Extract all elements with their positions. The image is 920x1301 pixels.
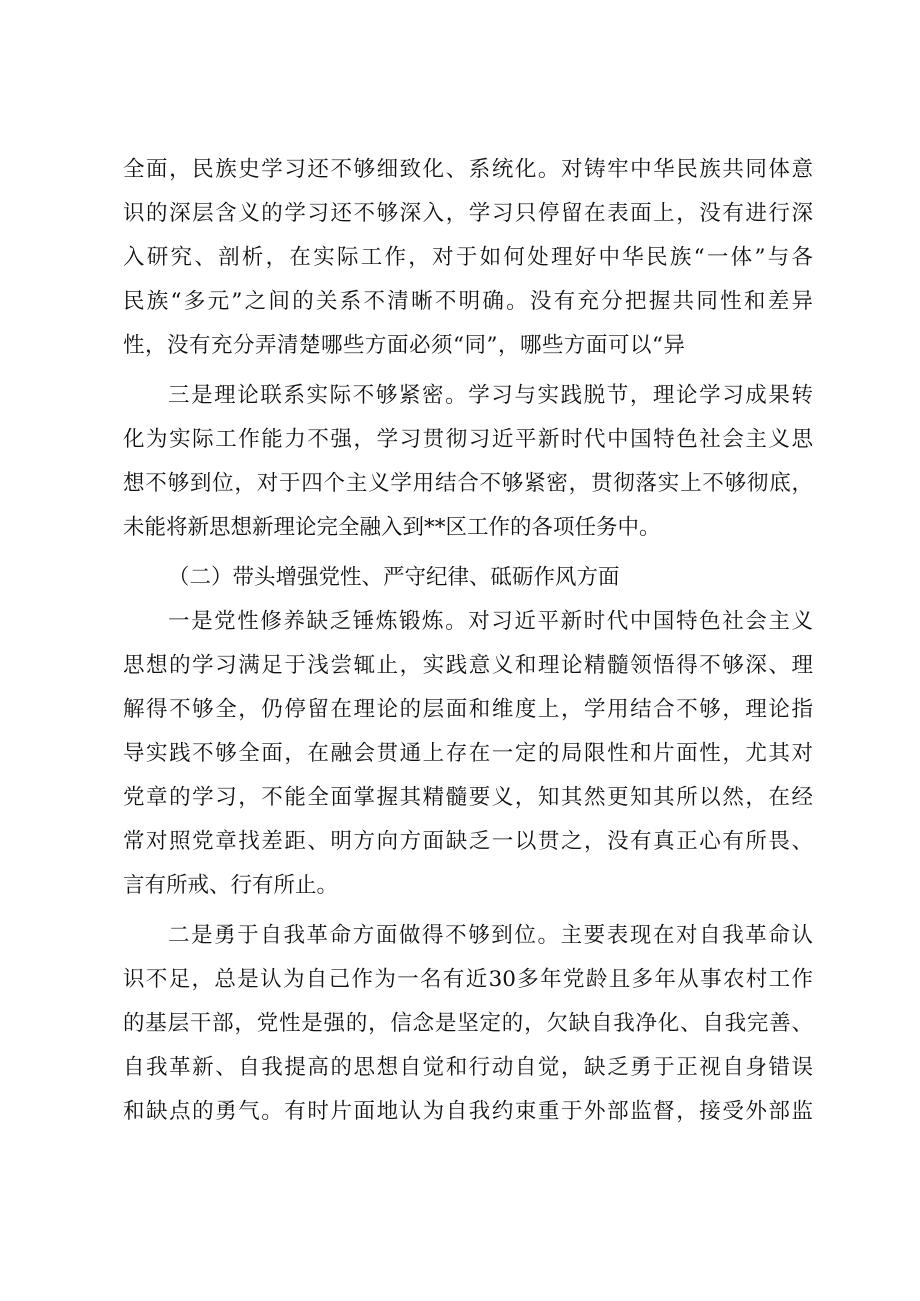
section-heading-text: （二）带头增强党性、严守纪律、砥砺作风方面 xyxy=(168,565,620,590)
text-line: 思想的学习满足于浅尝辄止，实践意义和理论精髓领悟得不够深、理 xyxy=(123,653,813,678)
text-line: 的基层干部，党性是强的，信念是坚定的，欠缺自我净化、自我完善、 xyxy=(123,1011,813,1036)
paragraph-theory-practice xyxy=(123,374,813,550)
text-line: 一是党性修养缺乏锤炼锻炼。对习近平新时代中国特色社会主义 xyxy=(168,609,813,634)
paragraph-continued xyxy=(123,148,813,368)
paragraph-self-revolution xyxy=(123,914,813,1134)
text-line: 入研究、剖析，在实际工作，对于如何处理好中华民族“一体”与各 xyxy=(123,245,813,270)
text-line: 全面，民族史学习还不够细致化、系统化。对铸牢中华民族共同体意 xyxy=(123,157,813,182)
text-line: 解得不够全，仍停留在理论的层面和维度上，学用结合不够，理论指 xyxy=(123,697,813,722)
text-line: 性，没有充分弄清楚哪些方面必须“同”，哪些方面可以“异 xyxy=(123,333,686,358)
text-line: 二是勇于自我革命方面做得不够到位。主要表现在对自我革命认 xyxy=(168,923,813,948)
text-line: 化为实际工作能力不强，学习贯彻习近平新时代中国特色社会主义思 xyxy=(123,427,813,452)
text-line: 党章的学习，不能全面掌握其精髓要义，知其然更知其所以然，在经 xyxy=(123,785,813,810)
text-line: 未能将新思想新理论完全融入到**区工作的各项任务中。 xyxy=(123,515,661,540)
section-heading xyxy=(123,556,813,600)
text-line: 识不足，总是认为自己作为一名有近30多年党龄且多年从事农村工作 xyxy=(123,967,813,992)
text-line: 想不够到位，对于四个主义学用结合不够紧密，贯彻落实上不够彻底， xyxy=(123,471,813,496)
text-line: 常对照党章找差距、明方向方面缺乏一以贯之，没有真正心有所畏、 xyxy=(123,829,813,854)
text-line: 言有所戒、行有所止。 xyxy=(123,873,339,898)
text-line: 民族“多元”之间的关系不清晰不明确。没有充分把握共同性和差异 xyxy=(123,289,813,314)
text-line: 和缺点的勇气。有时片面地认为自我约束重于外部监督，接受外部监 xyxy=(123,1099,813,1124)
paragraph-party-spirit xyxy=(123,600,813,908)
text-line: 三是理论联系实际不够紧密。学习与实践脱节，理论学习成果转 xyxy=(168,383,813,408)
text-line: 识的深层含义的学习还不够深入，学习只停留在表面上，没有进行深 xyxy=(123,201,813,226)
text-line: 导实践不够全面，在融会贯通上存在一定的局限性和片面性，尤其对 xyxy=(123,741,813,766)
document-page xyxy=(123,148,813,1134)
text-line: 自我革新、自我提高的思想自觉和行动自觉，缺乏勇于正视自身错误 xyxy=(123,1055,813,1080)
